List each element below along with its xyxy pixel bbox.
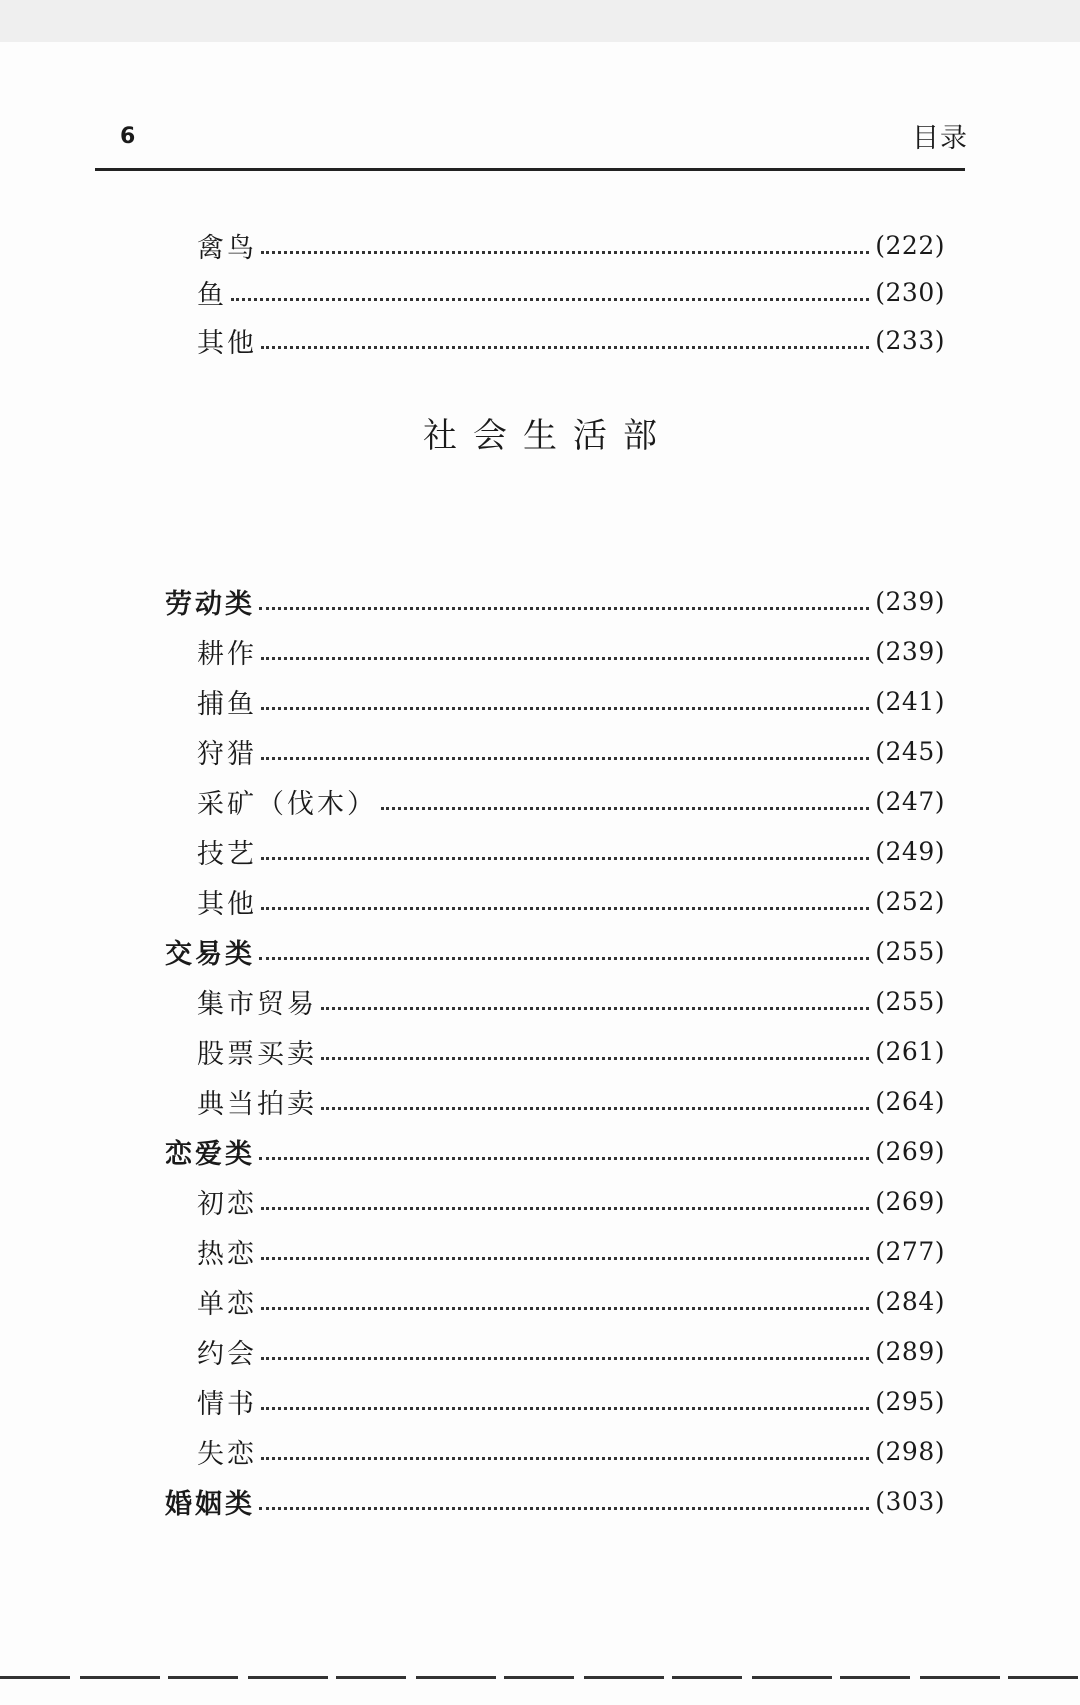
dot-leader <box>261 905 869 910</box>
toc-entry-page: (239) <box>875 636 945 666</box>
dot-leader <box>261 755 869 760</box>
toc-entry <box>197 981 945 1021</box>
toc-entry-page: (303) <box>875 1486 945 1516</box>
toc-entry-label: 禽鸟 <box>197 232 257 264</box>
dot-leader <box>231 296 869 301</box>
dot-leader <box>259 605 869 610</box>
toc-entry <box>197 1381 945 1421</box>
dot-leader <box>259 955 869 960</box>
toc-entry <box>197 781 945 821</box>
toc-entry-label: 股票买卖 <box>197 1038 317 1070</box>
toc-entry <box>197 320 945 360</box>
toc-entry-page: (298) <box>875 1436 945 1466</box>
header-rule <box>95 168 965 171</box>
toc-entry-page: (289) <box>875 1336 945 1366</box>
toc-entry-label: 约会 <box>197 1338 257 1370</box>
dot-leader <box>321 1055 869 1060</box>
toc-entry-page: (277) <box>875 1236 945 1266</box>
viewer-top-band <box>0 0 1080 42</box>
toc-entry-label: 技艺 <box>197 838 257 870</box>
toc-entry-label: 捕鱼 <box>197 688 257 720</box>
toc-entry-page: (249) <box>875 836 945 866</box>
dot-leader <box>261 1305 869 1310</box>
toc-entry-page: (222) <box>875 230 945 260</box>
toc-entry-label: 狩猎 <box>197 738 257 770</box>
toc-entry <box>197 681 945 721</box>
toc-entry <box>197 1431 945 1471</box>
toc-entry-page: (284) <box>875 1286 945 1316</box>
toc-entry-page: (233) <box>875 325 945 355</box>
dot-leader <box>261 344 869 349</box>
dot-leader <box>259 1505 869 1510</box>
dot-leader <box>261 1255 869 1260</box>
toc-entry-page: (245) <box>875 736 945 766</box>
bottom-scan-edge <box>0 1676 1080 1679</box>
toc-entry <box>197 1081 945 1121</box>
toc-entry <box>197 831 945 871</box>
toc-entry-page: (255) <box>875 986 945 1016</box>
toc-entry-label: 交易类 <box>165 938 255 970</box>
section-title: 社会生活部 <box>423 416 673 456</box>
page-number: 6 <box>120 124 136 149</box>
toc-entry <box>197 1231 945 1271</box>
toc-entry-page: (252) <box>875 886 945 916</box>
toc-entry <box>197 225 945 265</box>
toc-entry <box>197 1031 945 1071</box>
toc-category <box>165 581 945 621</box>
toc-entry <box>197 881 945 921</box>
toc-entry-label: 其他 <box>197 327 257 359</box>
toc-entry-page: (247) <box>875 786 945 816</box>
toc-entry <box>197 1331 945 1371</box>
toc-entry-page: (230) <box>875 277 945 307</box>
toc-entry-page: (264) <box>875 1086 945 1116</box>
toc-entry-label: 失恋 <box>197 1438 257 1470</box>
toc-entry-page: (295) <box>875 1386 945 1416</box>
toc-entry-page: (239) <box>875 586 945 616</box>
dot-leader <box>381 805 869 810</box>
toc-entry-label: 初恋 <box>197 1188 257 1220</box>
dot-leader <box>321 1105 869 1110</box>
toc-entry-label: 采矿（伐木） <box>197 788 377 820</box>
toc-entry-page: (261) <box>875 1036 945 1066</box>
dot-leader <box>259 1155 869 1160</box>
dot-leader <box>261 249 869 254</box>
toc-category <box>165 1481 945 1521</box>
toc-entry-label: 情书 <box>197 1388 257 1420</box>
dot-leader <box>261 705 869 710</box>
toc-entry-page: (269) <box>875 1136 945 1166</box>
toc-entry-page: (255) <box>875 936 945 966</box>
dot-leader <box>261 1355 869 1360</box>
dot-leader <box>261 1405 869 1410</box>
dot-leader <box>261 1205 869 1210</box>
toc-entry-label: 集市贸易 <box>197 988 317 1020</box>
toc-entry-label: 劳动类 <box>165 588 255 620</box>
toc-category <box>165 931 945 971</box>
toc-entry-label: 热恋 <box>197 1238 257 1270</box>
toc-entry-page: (241) <box>875 686 945 716</box>
running-head: 目录 <box>912 123 968 154</box>
dot-leader <box>261 655 869 660</box>
toc-entry <box>197 731 945 771</box>
toc-entry-label: 典当拍卖 <box>197 1088 317 1120</box>
dot-leader <box>261 855 869 860</box>
toc-entry-label: 其他 <box>197 888 257 920</box>
toc-entry <box>197 631 945 671</box>
toc-entry-label: 单恋 <box>197 1288 257 1320</box>
toc-entry-label: 恋爱类 <box>165 1138 255 1170</box>
dot-leader <box>321 1005 869 1010</box>
toc-entry-page: (269) <box>875 1186 945 1216</box>
toc-entry-label: 耕作 <box>197 638 257 670</box>
toc-entry <box>197 1281 945 1321</box>
dot-leader <box>261 1455 869 1460</box>
toc-entry-label: 婚姻类 <box>165 1488 255 1520</box>
toc-entry <box>197 272 945 312</box>
toc-entry <box>197 1181 945 1221</box>
toc-category <box>165 1131 945 1171</box>
toc-entry-label: 鱼 <box>197 279 227 311</box>
